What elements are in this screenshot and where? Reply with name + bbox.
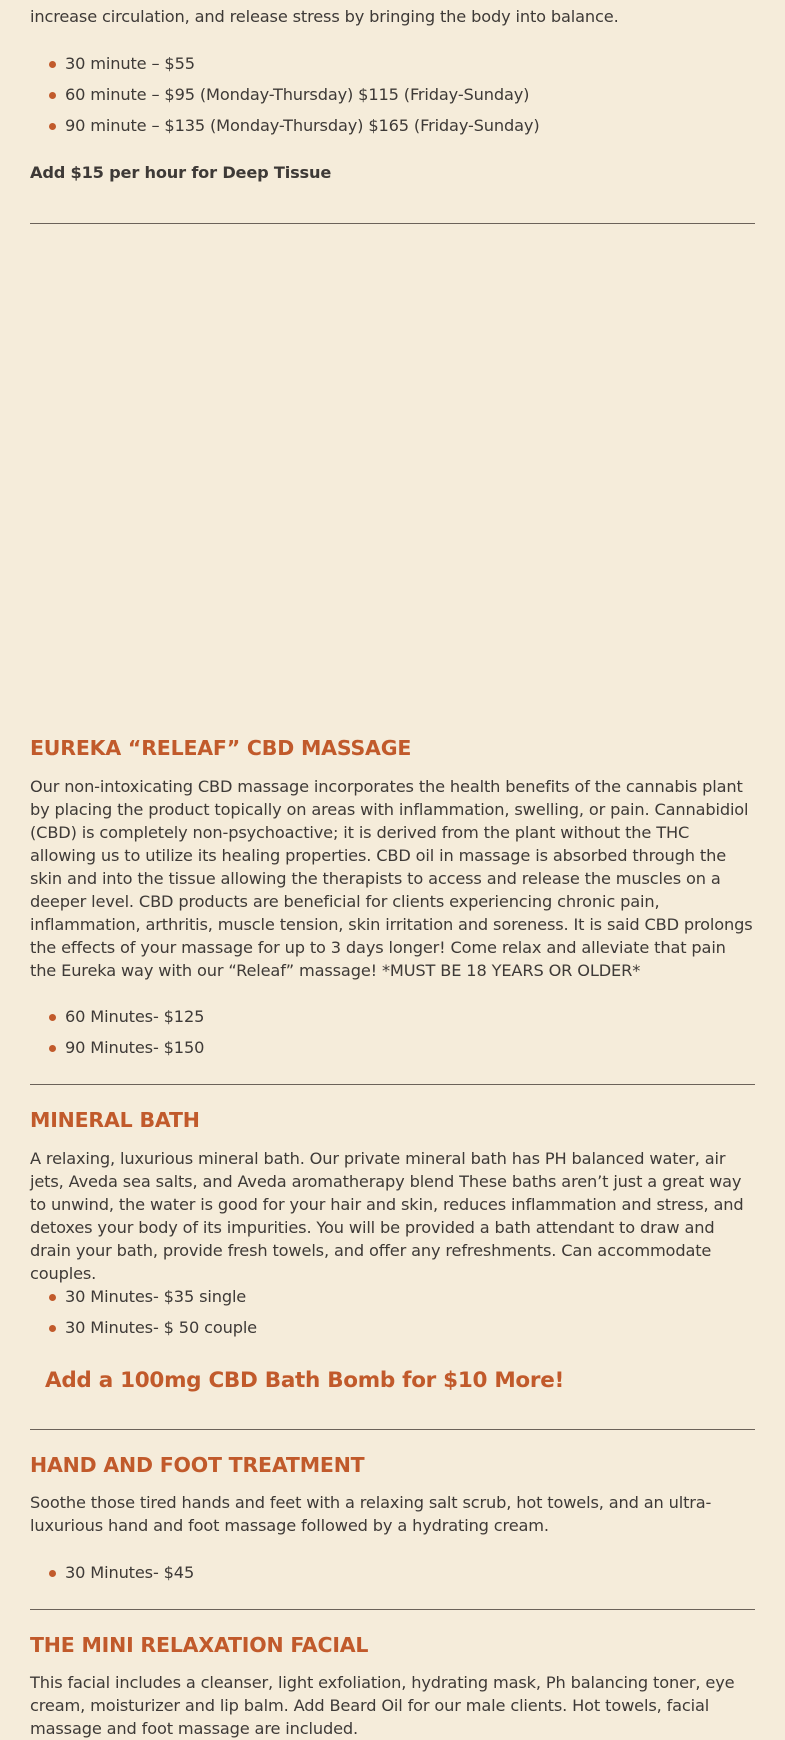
hand-foot-title: HAND AND FOOT TREATMENT [30,1453,365,1477]
hand-foot-description: Soothe those tired hands and feet with a relaxing salt scrub, hot towels, and an ultra-luxurious hand and foot massage followed by a hydrating cream. [30,1493,712,1535]
list-item: 30 minute – $55 [30,48,755,79]
bullet-icon [49,1325,56,1332]
deep-tissue-note: Add $15 per hour for Deep Tissue [30,163,332,182]
bullet-icon [49,61,56,68]
mini-facial-title: THE MINI RELAXATION FACIAL [30,1633,369,1657]
list-item: 60 minute – $95 (Monday-Thursday) $115 (Friday-Sunday) [30,79,755,110]
list-item: 30 Minutes- $35 single [30,1281,755,1312]
bullet-icon [49,1014,56,1021]
section-divider [30,1084,755,1085]
bullet-icon [49,1570,56,1577]
cbd-bath-bomb-promo: Add a 100mg CBD Bath Bomb for $10 More! [45,1368,564,1393]
section-divider [30,1609,755,1610]
massage-intro-text: increase circulation, and release stress by bringing the body into balance. [30,7,619,26]
bullet-icon [49,1294,56,1301]
cbd-massage-title: EUREKA “RELEAF” CBD MASSAGE [30,736,412,760]
section-divider [30,1429,755,1430]
list-item: 90 Minutes- $150 [30,1032,755,1063]
list-item: 90 minute – $135 (Monday-Thursday) $165 (Friday-Sunday) [30,110,755,141]
mineral-bath-title: MINERAL BATH [30,1108,200,1132]
cbd-massage-description: Our non-intoxicating CBD massage incorporates the health benefits of the cannabis plant by placing the product topically on areas with inflammation, swelling, or pain. Cannabidiol (CBD) is completely non-psychoactive; it is derived from the plant without the THC allowing us to utilize its healing properties. CBD oil in massage is absorbed through the skin and into the tissue allowing the therapists to access and release the muscles on a deeper level. CBD products are beneficial for clients experiencing chronic pain, inflammation, arthritis, muscle tension, skin irritation and soreness. It is said CBD prolongs the effects of your massage for up to 3 days longer! Come relax and alleviate that pain the Eureka way with our “Releaf” massage! *MUST BE 18 YEARS OR OLDER* [30,777,753,980]
bullet-icon [49,92,56,99]
bullet-icon [49,123,56,130]
mini-facial-description: This facial includes a cleanser, light exfoliation, hydrating mask, Ph balancing toner, eye cream, moisturizer and lip balm. Add Beard Oil for our male clients. Hot towels, facial massage and foot massage are included. [30,1673,735,1738]
embedded-media-area [30,230,755,720]
mineral-bath-description: A relaxing, luxurious mineral bath. Our private mineral bath has PH balanced water, air jets, Aveda sea salts, and Aveda aromatherapy blend These baths aren’t just a great way to unwind, the water is good for your hair and skin, reduces inflammation and stress, and detoxes your body of its impurities. You will be provided a bath attendant to draw and drain your bath, provide fresh towels, and offer any refreshments. Can accommodate couples. [30,1149,744,1283]
list-item: 30 Minutes- $45 [30,1557,755,1588]
section-divider [30,223,755,224]
massage-price-list [30,48,755,141]
list-item: 30 Minutes- $ 50 couple [30,1312,755,1343]
bullet-icon [49,1045,56,1052]
cbd-price-list [30,1001,755,1063]
mineral-bath-price-list [30,1281,755,1343]
list-item: 60 Minutes- $125 [30,1001,755,1032]
hand-foot-price-list [30,1557,755,1588]
